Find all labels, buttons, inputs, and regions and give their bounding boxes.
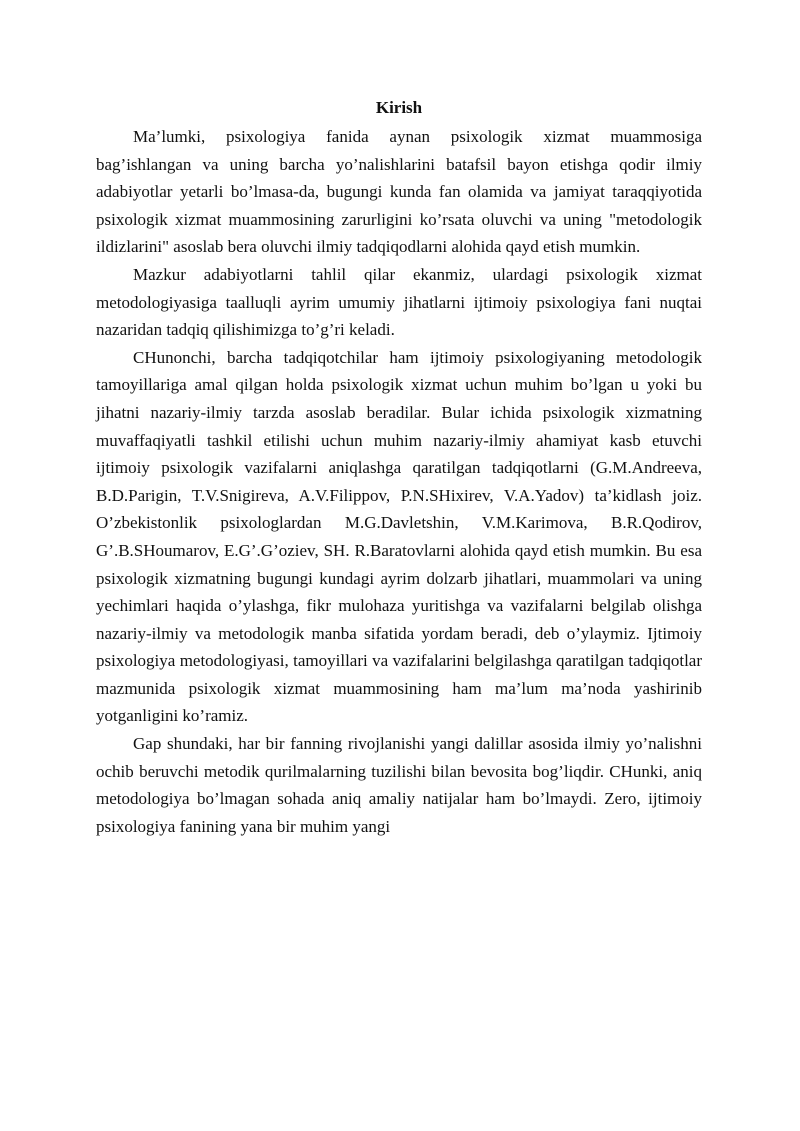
paragraph-4: Gap shundaki, har bir fanning rivojlanishi yangi dalillar asosida ilmiy yo’nalishni ochib beruvchi metodik qurilmalarning tuzilishi bilan bevosita bog’liqdir. CHunki, aniq metodologiya bo’lmagan sohada aniq amaliy natijalar ham bo’lmaydi. Zero, ijtimoiy psixologiya fanining yana bir muhim yangi bbox=[96, 734, 702, 836]
document-page bbox=[96, 94, 702, 840]
paragraph-3: CHunonchi, barcha tadqiqotchilar ham ijtimoiy psixologiyaning metodologik tamoyillariga amal qilgan holda psixologik xizmat uchun muhim bo’lgan u yoki bu jihatni nazariy-ilmiy tarzda asoslab beradilar. Bular ichida psixologik xizmatning muvaffaqiyatli tashkil etilishi uchun muhim nazariy-ilmiy ahamiyat kasb etuvchi ijtimoiy psixologik vazifalarni aniqlashga qaratilgan tadqiqotlarni (G.M.Andreeva, B.D.Parigin, T.V.Snigireva, A.V.Filippov, P.N.SHixirev, V.A.Yadov) ta’kidlash joiz. O’zbekistonlik psixologlardan M.G.Davletshin, V.M.Karimova, B.R.Qodirov, G’.B.SHoumarov, E.G’.G’oziev, SH. R.Baratovlarni alohida qayd etish mumkin. Bu esa psixologik xizmatning bugungi kundagi ayrim dolzarb jihatlari, muammolari va uning yechimlari haqida o’ylashga, fikr mulohaza yuritishga va vazifalarni belgilab olishga nazariy-ilmiy va metodologik manba sifatida yordam beradi, deb o’ylaymiz. Ijtimoiy psixologiya metodologiyasi, tamoyillari va vazifalarini belgilashga qaratilgan tadqiqotlar mazmunida psixologik xizmat muammosining ham ma’lum ma’noda yashirinib yotganligini ko’ramiz. bbox=[96, 347, 702, 726]
paragraph-2: Mazkur adabiyotlarni tahlil qilar ekanmiz, ulardagi psixologik xizmat metodologiyasiga taalluqli ayrim umumiy jihatlarni ijtimoiy psixologiya fani nuqtai nazaridan tadqiq qilishimizga to’g’ri keladi. bbox=[96, 264, 702, 340]
section-title: Kirish bbox=[375, 98, 423, 117]
paragraph-1: Ma’lumki, psixologiya fanida aynan psixologik xizmat muammosiga bag’ishlangan va uning barcha yo’nalishlarini batafsil bayon etishga qodir ilmiy adabiyotlar yetarli bo’lmasa-da, bugungi kunda fan olamida va jamiyat taraqqiyotida psixologik xizmat muammosining zarurligini ko’rsata oluvchi va uning "metodologik ildizlarini" asoslab bera oluvchi ilmiy tadqiqodlarni alohida qayd etish mumkin. bbox=[96, 127, 702, 257]
